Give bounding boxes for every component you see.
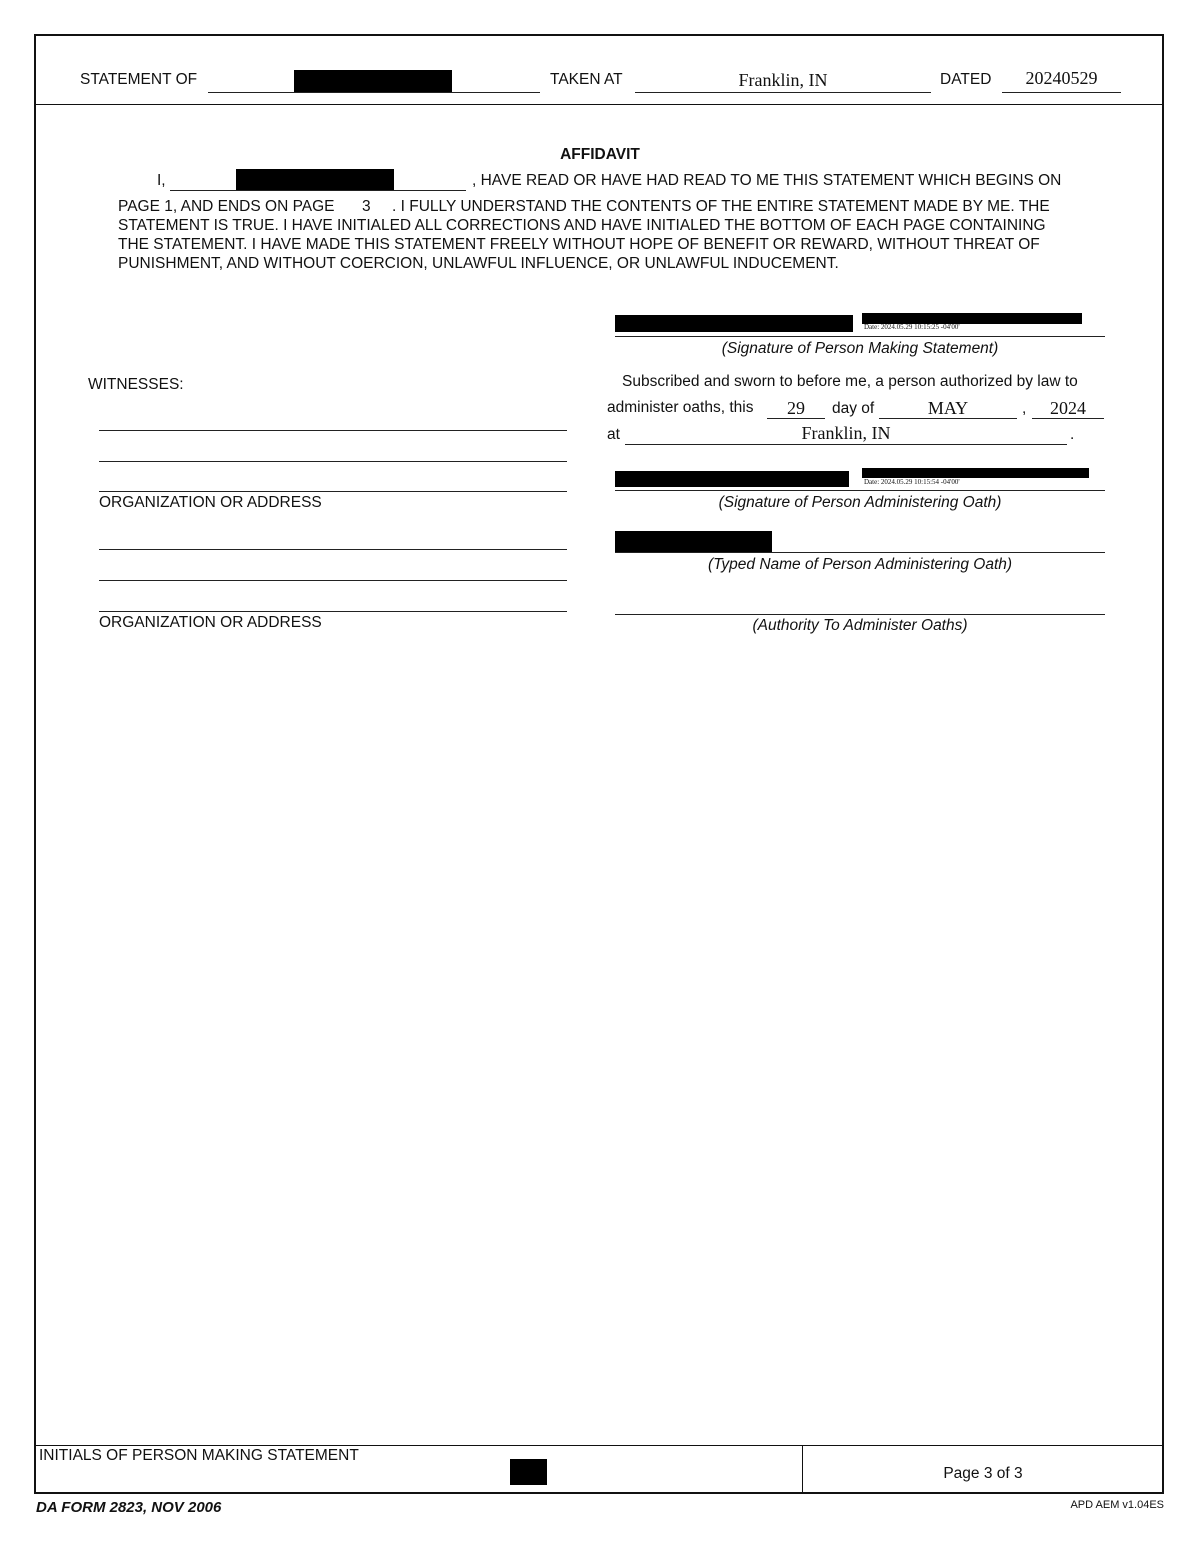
- statement-of-label: STATEMENT OF: [80, 71, 198, 88]
- witness-2-line-c: [99, 611, 567, 612]
- taken-at-label: TAKEN AT: [550, 71, 623, 88]
- witness-2-line-a: [99, 549, 567, 550]
- affidavit-line4: THE STATEMENT. I HAVE MADE THIS STATEMENT FREELY WITHOUT HOPE OF BENEFIT OR REWARD, WITHOUT THREAT OF: [118, 236, 1040, 253]
- witness-2-line-b: [99, 580, 567, 581]
- location-field[interactable]: Franklin, IN: [801, 423, 891, 443]
- date-comma: ,: [1022, 400, 1027, 417]
- location-period: .: [1070, 426, 1075, 443]
- dated-line: [1002, 92, 1121, 93]
- authority-caption: (Authority To Administer Oaths): [752, 617, 968, 634]
- witness-1-line-a: [99, 430, 567, 431]
- year-field[interactable]: 2024: [1050, 398, 1086, 418]
- affidavit-line1: , HAVE READ OR HAVE HAD READ TO ME THIS STATEMENT WHICH BEGINS ON: [472, 172, 1062, 189]
- authority-line[interactable]: [615, 614, 1105, 615]
- administer-label: administer oaths, this: [607, 399, 754, 416]
- header-divider: [35, 104, 1164, 105]
- day-of-label: day of: [832, 400, 875, 417]
- affidavit-i-label: I,: [157, 172, 166, 189]
- signature-oath-line: [615, 490, 1105, 491]
- typed-name-caption: (Typed Name of Person Administering Oath): [707, 556, 1013, 573]
- typed-name-line: [615, 552, 1105, 553]
- form-version: APD AEM v1.04ES: [1070, 1499, 1164, 1511]
- footer-divider: [35, 1445, 1164, 1446]
- location-line: [625, 444, 1067, 445]
- statement-of-line: [208, 92, 540, 93]
- witness-1-line-c: [99, 491, 567, 492]
- sworn-text: Subscribed and sworn to before me, a person authorized by law to: [622, 373, 1078, 390]
- day-field[interactable]: 29: [787, 398, 805, 418]
- at-label: at: [607, 426, 620, 443]
- page-number: Page 3 of 3: [943, 1465, 1023, 1482]
- affidavit-title: AFFIDAVIT: [560, 146, 640, 163]
- witness-1-org-label: ORGANIZATION OR ADDRESS: [99, 494, 322, 511]
- dated-field[interactable]: 20240529: [1025, 68, 1098, 88]
- redacted-signature-statement: [615, 315, 853, 332]
- month-field[interactable]: MAY: [927, 398, 969, 418]
- redacted-typed-name: [615, 531, 772, 552]
- redacted-initials: [510, 1459, 547, 1485]
- dated-label: DATED: [940, 71, 992, 88]
- witness-2-org-label: ORGANIZATION OR ADDRESS: [99, 614, 322, 631]
- affidavit-line2-prefix: PAGE 1, AND ENDS ON PAGE: [118, 198, 335, 215]
- witness-1-line-b: [99, 461, 567, 462]
- taken-at-line: [635, 92, 931, 93]
- signature-statement-date-stamp: Date: 2024.05.29 10:15:25 -04'00': [864, 323, 960, 331]
- signature-statement-line: [615, 336, 1105, 337]
- witnesses-label: WITNESSES:: [88, 376, 184, 393]
- initials-label: INITIALS OF PERSON MAKING STATEMENT: [39, 1447, 359, 1464]
- affiant-name-line: [170, 190, 466, 191]
- redacted-name: [294, 70, 452, 92]
- signature-statement-caption: (Signature of Person Making Statement): [721, 340, 999, 357]
- form-id: DA FORM 2823, NOV 2006: [36, 1499, 222, 1516]
- redacted-signature-oath: [615, 471, 849, 487]
- affidavit-line5: PUNISHMENT, AND WITHOUT COERCION, UNLAWFUL INFLUENCE, OR UNLAWFUL INDUCEMENT.: [118, 255, 839, 272]
- signature-oath-date-stamp: Date: 2024.05.29 10:15:54 -04'00': [864, 478, 960, 486]
- affidavit-line2-suffix: . I FULLY UNDERSTAND THE CONTENTS OF THE ENTIRE STATEMENT MADE BY ME. THE: [392, 198, 1050, 215]
- affidavit-line3: STATEMENT IS TRUE. I HAVE INITIALED ALL CORRECTIONS AND HAVE INITIALED THE BOTTOM OF EACH PAGE CONTAINING: [118, 217, 1046, 234]
- taken-at-field[interactable]: Franklin, IN: [738, 70, 828, 90]
- end-page-field[interactable]: 3: [362, 198, 371, 215]
- signature-oath-caption: (Signature of Person Administering Oath): [718, 494, 1002, 511]
- redacted-signature-oath-name: [862, 468, 1089, 478]
- redacted-affiant-name: [236, 169, 394, 190]
